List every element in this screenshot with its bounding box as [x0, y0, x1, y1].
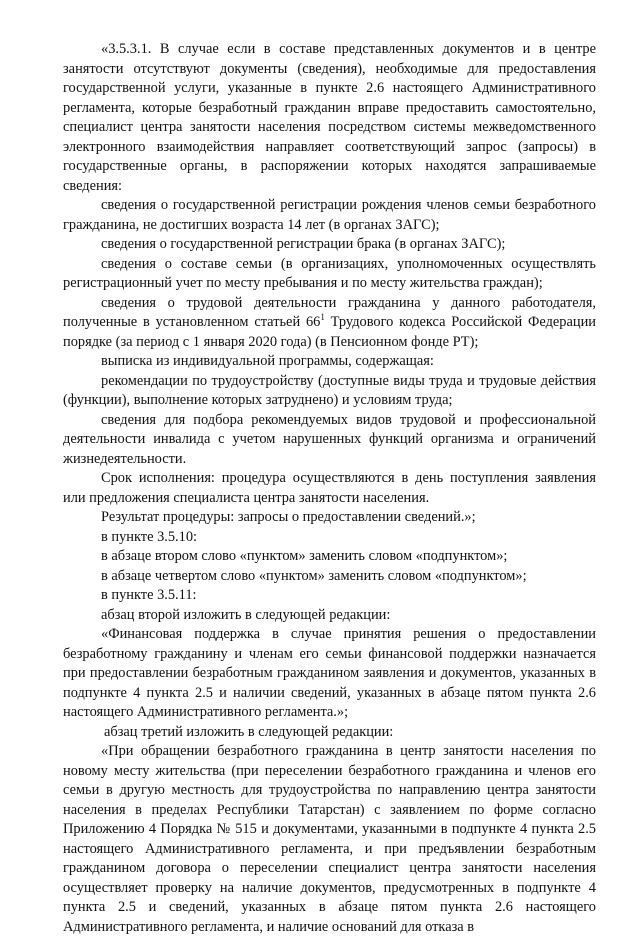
paragraph-labor-activity: сведения о трудовой деятельности гражданина у данного работодателя, полученные в установленном статьей $66^1$ Трудового кодекса Российской Федерации порядке (за период с 1 января 2020 года) (в Пенсионном фонде РТ); — [63, 294, 596, 350]
paragraph-clause-3-5-11: в пункте 3.5.11: — [101, 587, 197, 603]
paragraph-second-abzac: в абзаце втором слово «пунктом» заменить словом «подпунктом»; — [101, 548, 508, 564]
paragraph-family-composition: сведения о составе семьи (в организациях, уполномоченных осуществлять регистрационный учет по месту пребывания и по месту жительства граждан); — [63, 255, 596, 291]
paragraph-work-types: сведения для подбора рекомендуемых видов трудовой и профессиональной деятельности инвалида с учетом нарушенных функций организма и ограничений жизнедеятельности. — [63, 411, 596, 467]
paragraph-program-extract: выписка из индивидуальной программы, содержащая: — [101, 353, 434, 369]
paragraph-abzac-second-edit: абзац второй изложить в следующей редакции: — [101, 606, 391, 623]
paragraph-3-5-3-1: «3.5.3.1. В случае если в составе представленных документов и в центре занятости отсутствуют документы (сведения), необходимые для предоставления государственной услуги, указанные в пункте 2.6 настоящего Административного регламента, которые безработный гражданин вправе предоставить самостоятельно, специалист центра занятости населения посредством системы межведомственного электронного взаимодействия направляет соответствующий запрос (запросы) в государственные органы, в распоряжении которых находятся запрашиваемые сведения: — [63, 41, 596, 194]
article-superscript: 1 — [320, 312, 325, 323]
paragraph-result: Результат процедуры: запросы о предоставлении сведений.»; — [101, 509, 476, 525]
paragraph-deadline: Срок исполнения: процедура осуществляются в день поступления заявления или предложения специалиста центра занятости населения. — [63, 470, 596, 506]
paragraph-clause-3-5-10: в пункте 3.5.10: — [101, 528, 198, 545]
paragraph-relocation: «При обращении безработного гражданина в центр занятости населения по новому месту жительства (при переселении безработного гражданина и членов его семьи в другую местность для трудоустройства по направлению центра занятости населения в пределах Республики Татарстан) с заявлением по форме согласно Приложению 4 Порядка № 515 и документами, указанными в подпункте 4 пункта 2.5 настоящего Административного регламента, и при предъявлении безработным гражданином договора о переселении специалист центра занятости населения осуществляет проверку на наличие документов, предусмотренных в подпункте 4 пункта 2.5 и сведений, указанных в абзаце пятом пункта 2.6 настоящего Административного регламента, и наличие оснований для отказа в — [63, 743, 596, 935]
paragraph-recommendations: рекомендации по трудоустройству (доступные виды труда и трудовые действия (функции), выполнение которых затруднено) и условиям труда; — [63, 372, 596, 408]
paragraph-fourth-abzac: в абзаце четвертом слово «пунктом» заменить словом «подпунктом»; — [101, 567, 527, 584]
paragraph-birth-registration: сведения о государственной регистрации рождения членов семьи безработного гражданина, не достигших возраста 14 лет (в органах ЗАГС); — [63, 197, 596, 233]
paragraph-abzac-third-edit: абзац третий изложить в следующей редакции: — [104, 723, 394, 740]
paragraph-marriage-registration: сведения о государственной регистрации брака (в органах ЗАГС); — [101, 236, 506, 252]
paragraph-financial-support: «Финансовая поддержка в случае принятия решения о предоставлении безработному гражданину и членам его семьи финансовой поддержки назначается при предоставлении безработным гражданином заявления и документов, указанных в подпункте 4 пункта 2.5 и наличии сведений, указанных в абзаце пятом пункта 2.6 настоящего Административного регламента.»; — [63, 626, 596, 720]
